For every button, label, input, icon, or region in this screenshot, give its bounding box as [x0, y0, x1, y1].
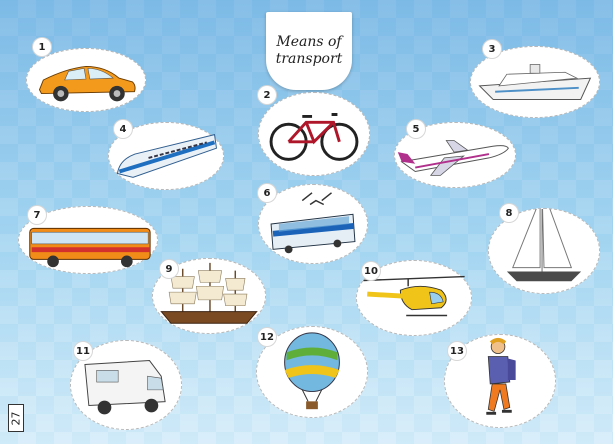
number-badge-10: 10 [362, 262, 380, 280]
car-icon [27, 49, 145, 111]
number-badge-11: 11 [74, 342, 92, 360]
page-number-text: 27 [9, 411, 23, 425]
number-badge-3: 3 [483, 40, 501, 58]
number-badge-12: 12 [258, 328, 276, 346]
car-card [26, 48, 146, 112]
number-badge-5: 5 [407, 120, 425, 138]
bicycle-icon [259, 93, 369, 175]
number-badge-4: 4 [114, 120, 132, 138]
page-number [8, 404, 24, 432]
number-badge-6: 6 [258, 184, 276, 202]
number-badge-8: 8 [500, 204, 518, 222]
bicycle-card [258, 92, 370, 176]
title-card [266, 12, 352, 90]
number-badge-13: 13 [448, 342, 466, 360]
number-badge-9: 9 [160, 260, 178, 278]
page-title: Means of transport [275, 34, 343, 67]
number-badge-7: 7 [28, 206, 46, 224]
number-badge-1: 1 [33, 38, 51, 56]
number-badge-2: 2 [258, 86, 276, 104]
